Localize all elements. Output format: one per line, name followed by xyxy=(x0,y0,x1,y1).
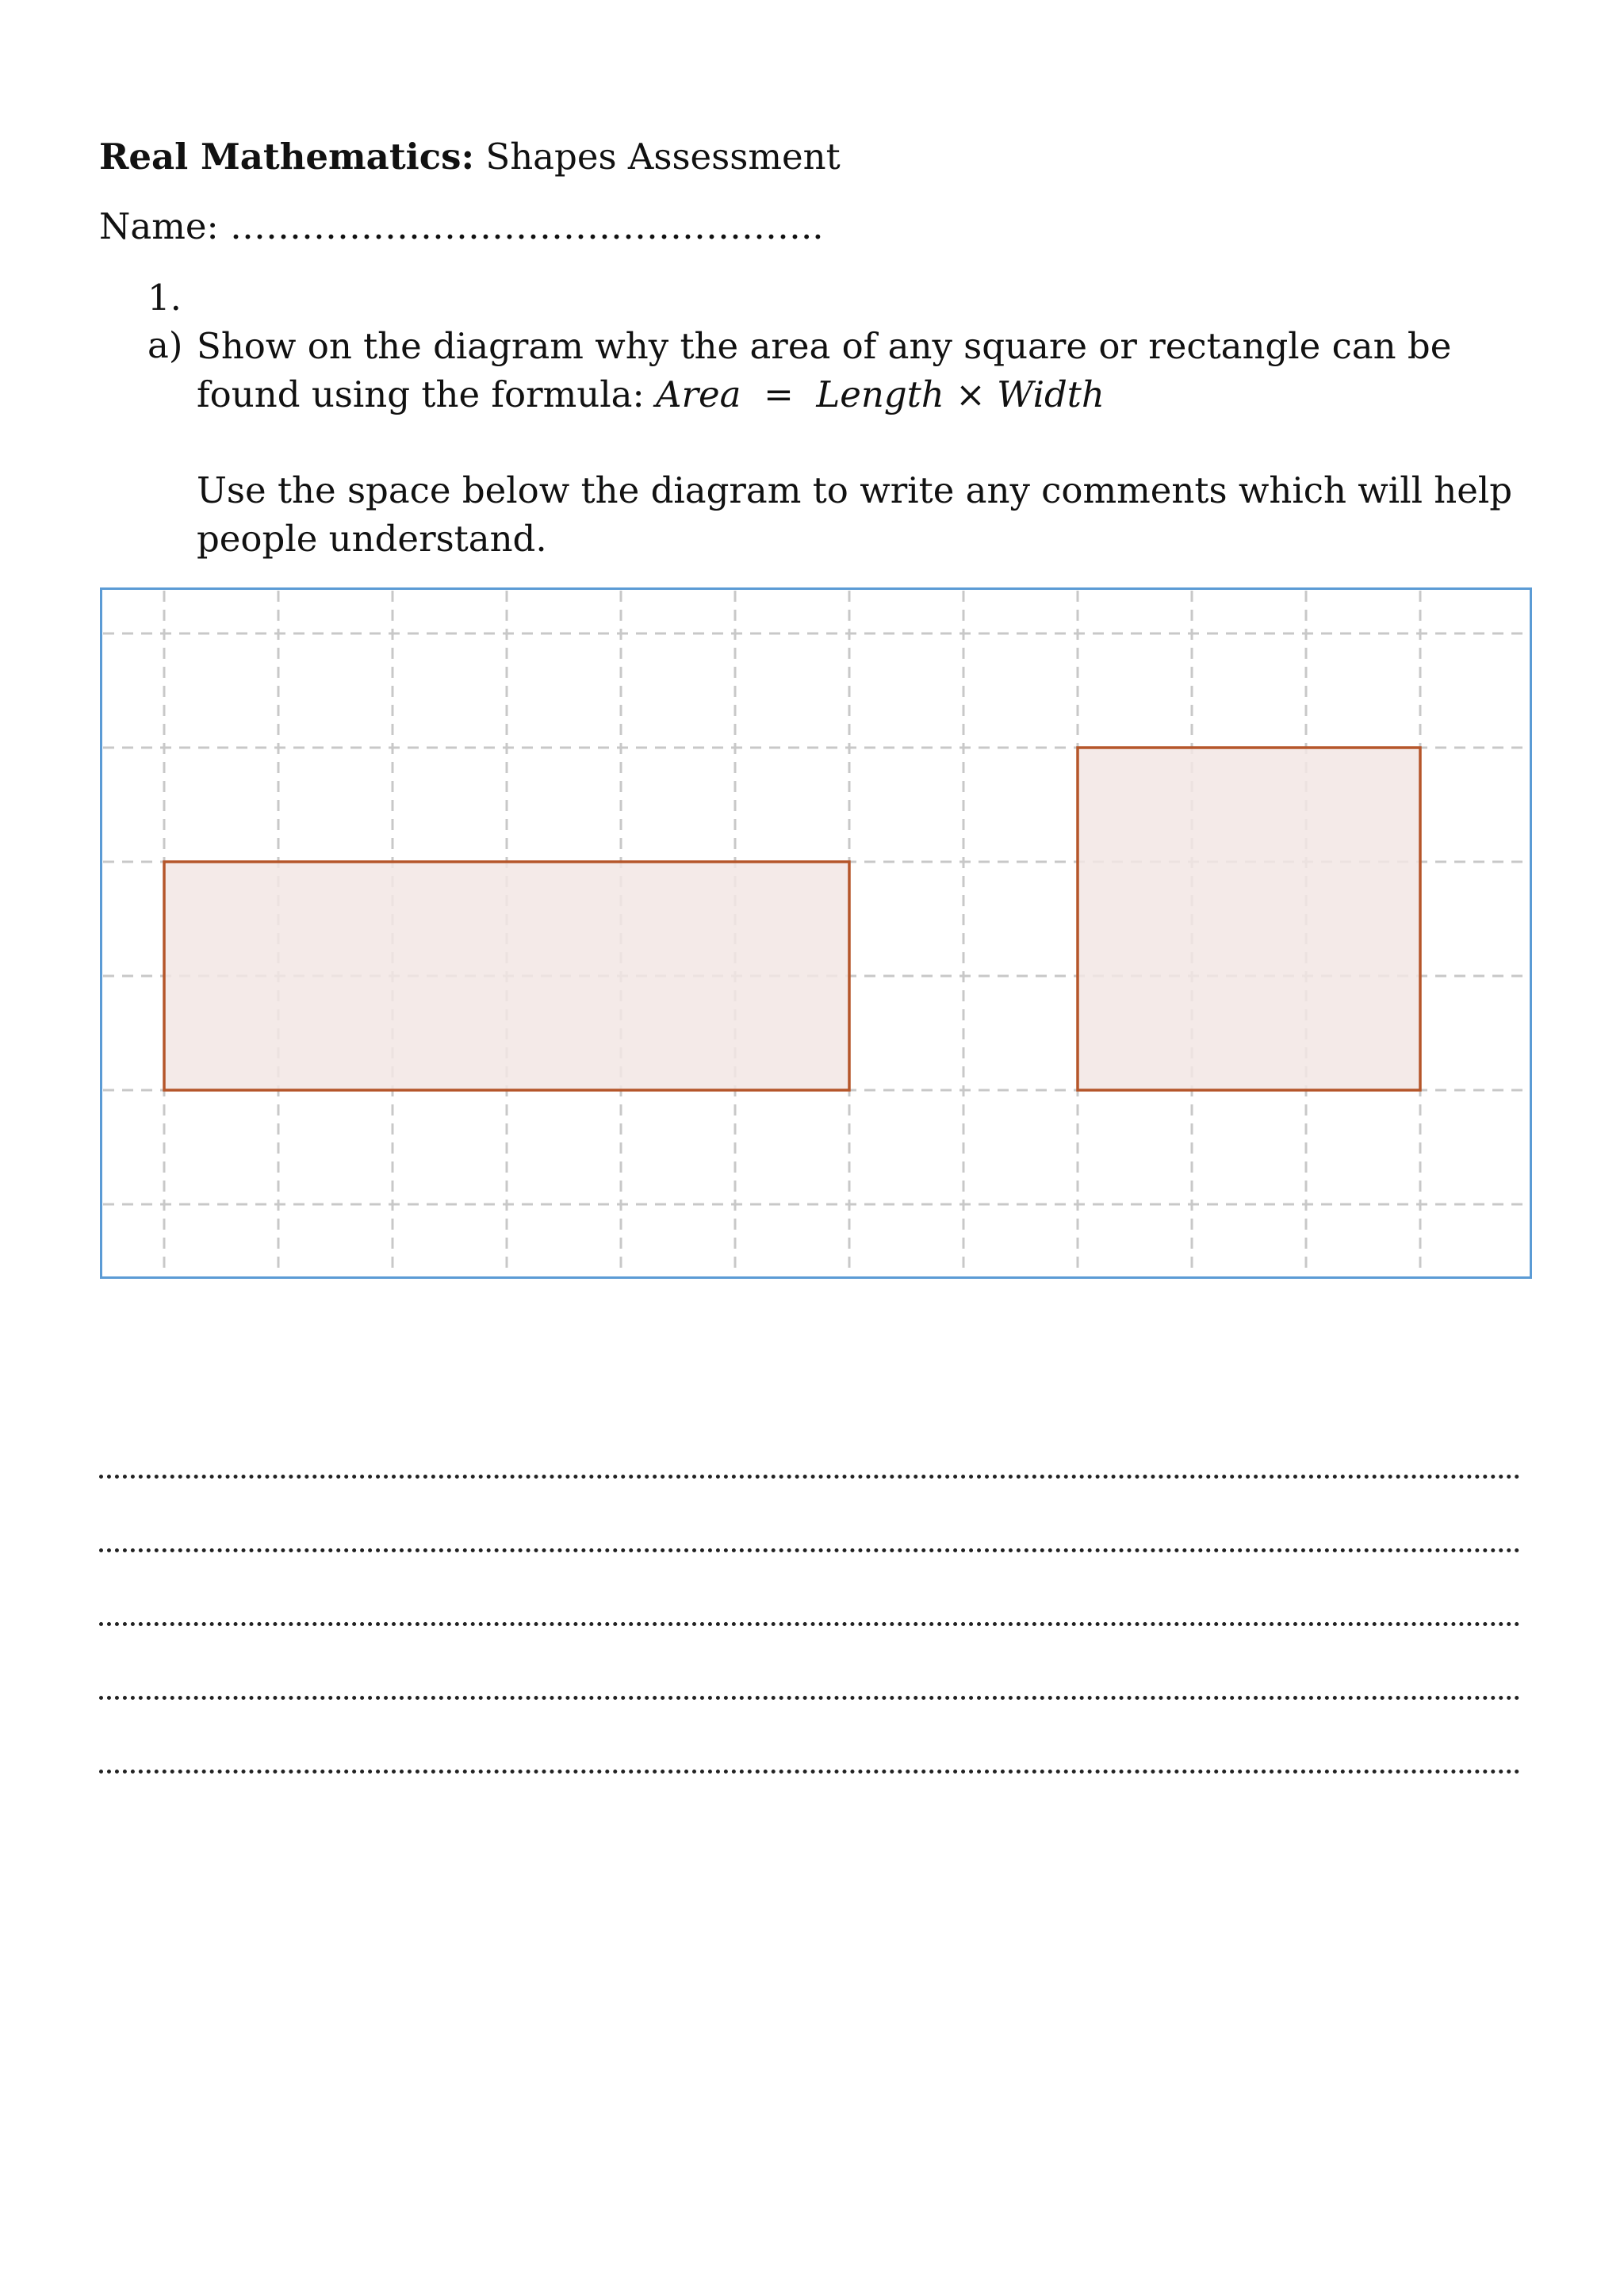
formula-times: × xyxy=(956,373,986,415)
question-part-label: a) xyxy=(147,324,183,366)
answer-line[interactable] xyxy=(99,1598,1520,1626)
worksheet-title xyxy=(99,133,841,181)
answer-line[interactable] xyxy=(99,1451,1520,1479)
formula-equals: = xyxy=(764,373,794,415)
question-text xyxy=(197,322,1529,419)
answer-line[interactable] xyxy=(99,1525,1520,1552)
answer-line[interactable] xyxy=(99,1672,1520,1700)
name-field-dots[interactable]: ………………………………………….. xyxy=(229,205,824,247)
formula-length: Length xyxy=(816,373,944,415)
grid-diagram-svg[interactable] xyxy=(100,587,1532,1279)
shape-square xyxy=(1078,748,1420,1090)
shape-rectangle xyxy=(164,862,849,1090)
name-label: Name: xyxy=(99,205,219,247)
grid-diagram[interactable] xyxy=(100,587,1532,1279)
formula-width: Width xyxy=(997,373,1105,415)
answer-lines[interactable] xyxy=(99,1451,1520,1820)
answer-line[interactable] xyxy=(99,1746,1520,1774)
formula-area: Area xyxy=(656,373,741,415)
question-instruction: Use the space below the diagram to write any comments which will help people understand. xyxy=(197,469,1513,560)
title-rest: Shapes Assessment xyxy=(485,136,841,178)
question-text-line: Show on the diagram why the area of any square or rectangle can be found using the formula: xyxy=(197,325,1452,415)
question-number: 1. xyxy=(147,277,182,319)
name-line xyxy=(99,203,824,251)
title-bold: Real Mathematics: xyxy=(99,136,475,178)
